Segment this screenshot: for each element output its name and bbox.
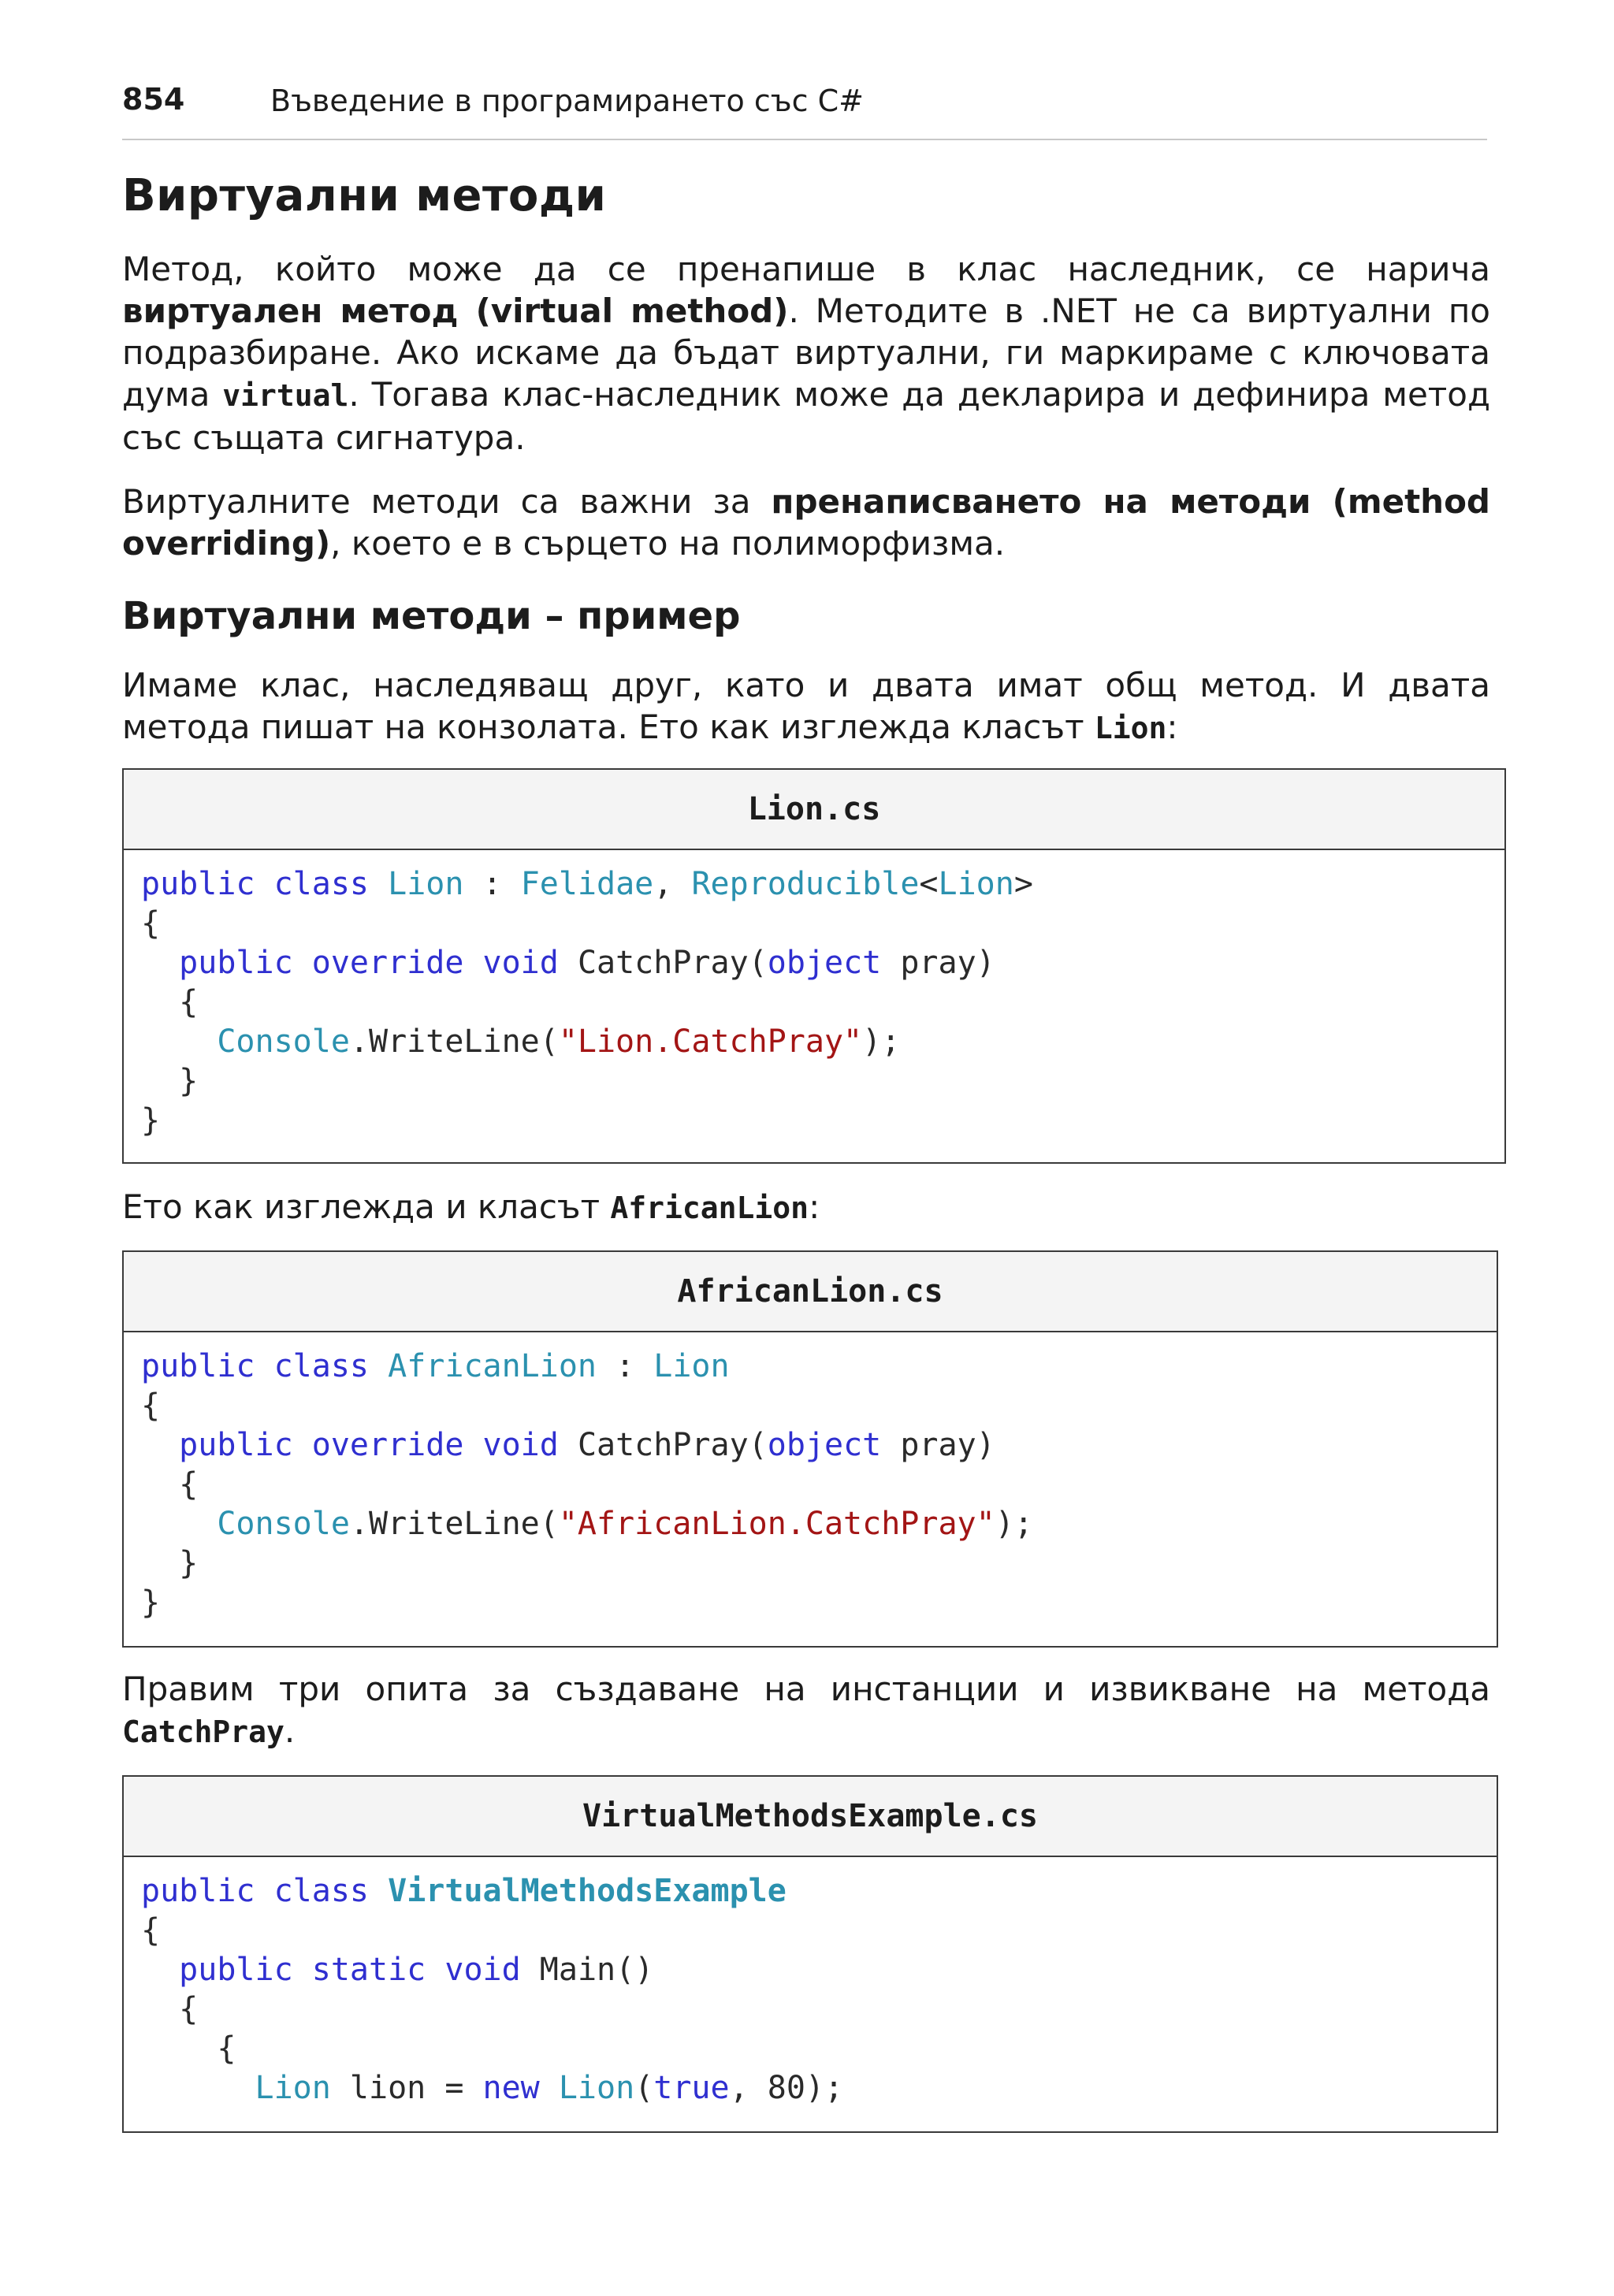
text: :: [809, 1187, 820, 1226]
paragraph-example-intro: [122, 664, 1490, 749]
code-text: (: [634, 2070, 654, 2106]
paragraph-three-attempts: [122, 1668, 1490, 1753]
code-text: lion =: [330, 2070, 483, 2106]
keyword: true: [653, 2070, 730, 2106]
code-text: ,: [653, 866, 692, 902]
text: , което е в сърцето на полиморфизма.: [330, 524, 1006, 563]
book-title: Въведение в програмирането със C#: [270, 84, 864, 118]
keyword: public: [141, 866, 255, 902]
code-filename: VirtualMethodsExample.cs: [124, 1777, 1497, 1857]
type-name: Console: [217, 1506, 350, 1542]
keyword: public: [141, 1348, 255, 1384]
code-text: pray): [881, 1427, 995, 1463]
keyword: void: [444, 1952, 521, 1988]
code-text: {: [179, 1991, 199, 2027]
code-text: >: [1013, 866, 1033, 902]
keyword: override: [311, 945, 464, 981]
inline-code: virtual: [222, 378, 349, 413]
code-text: {: [141, 1912, 161, 1949]
type-name: Lion: [255, 2070, 331, 2106]
text: Ето как изглежда и класът: [122, 1187, 611, 1226]
section-title: Виртуални методи: [122, 170, 607, 221]
code-text: }: [179, 1063, 199, 1099]
text: :: [1166, 708, 1178, 746]
code-text: .WriteLine(: [349, 1024, 559, 1060]
type-name: Console: [217, 1024, 350, 1060]
keyword: override: [311, 1427, 464, 1463]
page-header: [122, 82, 1487, 140]
type-name: Felidae: [520, 866, 654, 902]
subsection-title: Виртуални методи – пример: [122, 594, 741, 638]
text: Имаме клас, наследяващ друг, като и двата имат общ метод. И двата метода пишат на конзолата. Ето как изглежда класът: [122, 666, 1490, 746]
keyword: public: [141, 1873, 255, 1909]
keyword: public: [179, 1427, 293, 1463]
type-name: VirtualMethodsExample: [388, 1873, 787, 1909]
code-listing-african-lion: [122, 1250, 1498, 1648]
keyword: static: [311, 1952, 426, 1988]
paragraph-virtual-definition: [122, 248, 1490, 459]
code-text: .WriteLine(: [349, 1506, 559, 1542]
code-text: {: [141, 1388, 161, 1424]
text: .: [284, 1711, 296, 1750]
string-literal: "AfricanLion.CatchPray": [558, 1506, 995, 1542]
code-text: {: [217, 2030, 236, 2067]
code-body: [124, 850, 1504, 1140]
keyword: void: [482, 1427, 559, 1463]
type-name: Lion: [388, 866, 464, 902]
paragraph-african-lion-intro: [122, 1186, 1490, 1229]
code-filename: AfricanLion.cs: [124, 1252, 1497, 1332]
code-text: :: [597, 1348, 654, 1384]
code-text: {: [179, 984, 199, 1020]
text: Правим три опита за създаване на инстанции и извикване на метода: [122, 1670, 1490, 1708]
code-text: }: [141, 1102, 161, 1139]
keyword: class: [273, 1873, 370, 1909]
code-text: CatchPray(: [577, 1427, 768, 1463]
code-body: [124, 1857, 1497, 2108]
inline-code: Lion: [1094, 711, 1167, 745]
code-text: );: [995, 1506, 1033, 1542]
type-name: Lion: [938, 866, 1014, 902]
text: Виртуалните методи са важни за: [122, 482, 772, 521]
page-number: 854: [122, 82, 185, 117]
text: . Методите в .NET не са виртуални по подразбиране. Ако искаме да бъдат виртуални, ги маркираме с ключовата дума: [122, 292, 1490, 414]
code-listing-virtual-methods-example: [122, 1775, 1498, 2133]
code-text: );: [862, 1024, 901, 1060]
type-name: AfricanLion: [388, 1348, 597, 1384]
type-name: Lion: [653, 1348, 730, 1384]
bold-term: виртуален метод (virtual method): [122, 292, 789, 330]
code-body: [124, 1332, 1497, 1622]
keyword: class: [273, 1348, 370, 1384]
text: . Тогава клас-наследник може да декларира и дефинира метод със същата сигнатура.: [122, 375, 1490, 457]
code-text: }: [179, 1545, 199, 1581]
code-text: , 80);: [729, 2070, 844, 2106]
code-text: }: [141, 1585, 161, 1621]
keyword: public: [179, 945, 293, 981]
code-text: {: [141, 905, 161, 942]
code-text: CatchPray(: [577, 945, 768, 981]
code-filename: Lion.cs: [124, 770, 1504, 850]
keyword: new: [482, 2070, 540, 2106]
code-text: :: [463, 866, 521, 902]
keyword: class: [273, 866, 370, 902]
string-literal: "Lion.CatchPray": [558, 1024, 863, 1060]
code-text: pray): [881, 945, 995, 981]
keyword: object: [767, 1427, 882, 1463]
code-text: Main(): [539, 1952, 654, 1988]
text: Метод, който може да се пренапише в клас наследник, се нарича: [122, 250, 1490, 288]
bold-term: пренаписването на методи (method overriding): [122, 482, 1490, 563]
keyword: void: [482, 945, 559, 981]
inline-code: AfricanLion: [610, 1191, 809, 1225]
code-text: <: [919, 866, 939, 902]
paragraph-overriding: [122, 481, 1490, 564]
type-name: Lion: [558, 2070, 635, 2106]
keyword: object: [767, 945, 882, 981]
inline-code: CatchPray: [122, 1715, 284, 1749]
code-listing-lion: [122, 768, 1506, 1164]
type-name: Reproducible: [691, 866, 920, 902]
keyword: public: [179, 1952, 293, 1988]
code-text: {: [179, 1466, 199, 1503]
